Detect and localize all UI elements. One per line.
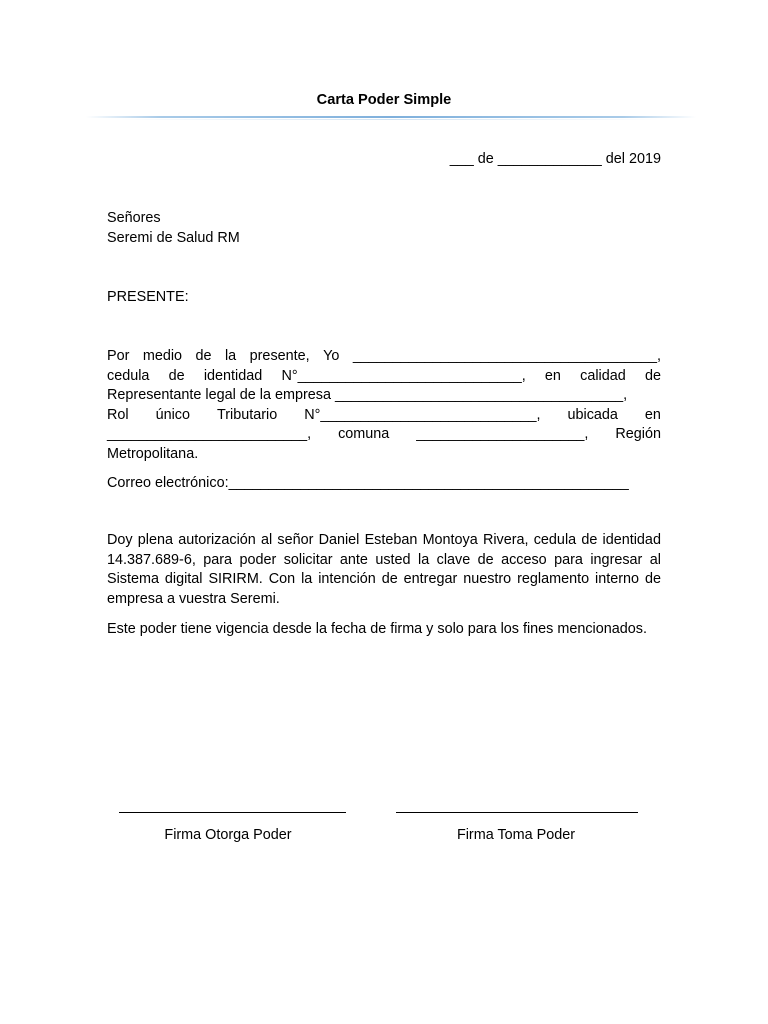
word: Montoya (422, 532, 478, 548)
justified-line (107, 406, 661, 426)
word: ingresar (590, 551, 643, 568)
word: ubicada (567, 406, 618, 423)
word: cedula (533, 532, 577, 548)
word: interno (595, 571, 640, 587)
word: comuna (338, 426, 390, 442)
word: _____________________, (416, 426, 589, 442)
word: para (203, 551, 233, 568)
justified-line (107, 551, 661, 571)
date-line: ___ de _____________ del 2019 (449, 151, 661, 167)
document-title: Carta Poder Simple (316, 92, 452, 108)
word: clave (436, 551, 471, 568)
signature-label-grantor: Firma Otorga Poder (164, 827, 292, 843)
word: de (168, 367, 185, 384)
word: de (381, 571, 398, 587)
word: digital (164, 571, 203, 587)
word: reglamento (517, 571, 590, 587)
word: Rivera, (482, 532, 529, 548)
word: de (644, 571, 661, 587)
word: la (301, 571, 313, 587)
word: Yo (323, 348, 340, 364)
signature-label-grantee: Firma Toma Poder (456, 827, 576, 843)
text-line: Metropolitana. (107, 445, 199, 462)
word: de (644, 367, 661, 384)
word: la (418, 551, 430, 568)
word: usted (375, 551, 411, 568)
word: Doy (107, 532, 133, 548)
word: al (260, 532, 273, 548)
word: Daniel (318, 532, 360, 548)
justified-line (107, 531, 661, 551)
word: en (544, 367, 561, 384)
word: calidad (580, 367, 626, 384)
word: _________________________, (107, 426, 312, 442)
word: entregar (403, 571, 458, 587)
text-line: empresa a vuestra Seremi. (107, 590, 280, 607)
justified-line (107, 570, 661, 590)
word: 14.387.689-6, (107, 551, 196, 568)
salutation: PRESENTE: (107, 289, 189, 305)
word: Región (615, 426, 661, 442)
addressee-line: Seremi de Salud RM (107, 229, 240, 246)
word: de (477, 551, 494, 568)
word: N°___________________________, (304, 406, 541, 423)
paragraph-validity: Este poder tiene vigencia desde la fecha de firma y solo para los fines mencionados. (107, 621, 647, 637)
word: en (644, 406, 661, 423)
word: presente, (249, 348, 310, 364)
paragraph-declaration (107, 347, 661, 464)
word: solicitar (283, 551, 333, 568)
word: para (554, 551, 583, 568)
word: SIRIRM. (208, 571, 263, 587)
word: cedula (107, 367, 150, 384)
word: nuestro (463, 571, 512, 587)
word: Esteban (364, 532, 418, 548)
signature-line-grantor (119, 812, 346, 813)
word: autorización (178, 532, 256, 548)
word: plena (137, 532, 173, 548)
word: intención (318, 571, 376, 587)
word: poder (239, 551, 277, 568)
word: ante (339, 551, 368, 568)
word: Tributario (217, 406, 278, 423)
word: Por (107, 348, 130, 364)
word: de (195, 348, 212, 364)
word: Con (268, 571, 296, 587)
word: identidad (203, 367, 263, 384)
justified-line (107, 425, 661, 445)
addressee-line: Señores (107, 210, 161, 226)
signature-line-grantee (396, 812, 638, 813)
word: de (581, 532, 598, 548)
word: señor (277, 532, 314, 548)
text-line: Representante legal de la empresa ____________________________________, (107, 387, 628, 403)
word: Rol (107, 406, 129, 423)
email-line: Correo electrónico:__________________________________________________ (107, 475, 629, 491)
word: la (224, 348, 237, 364)
paragraph-authorization (107, 531, 661, 609)
title-underline (86, 116, 696, 118)
addressee-block (107, 209, 661, 248)
justified-line (107, 367, 661, 387)
word: identidad (602, 532, 661, 548)
word: ______________________________________, (352, 348, 661, 364)
word: medio (142, 348, 183, 364)
word: N°____________________________, (281, 367, 526, 384)
title-underline-shadow (120, 119, 660, 120)
word: al (649, 551, 661, 568)
justified-line (107, 347, 661, 367)
word: acceso (501, 551, 547, 568)
word: único (155, 406, 190, 423)
word: Sistema (107, 571, 159, 587)
